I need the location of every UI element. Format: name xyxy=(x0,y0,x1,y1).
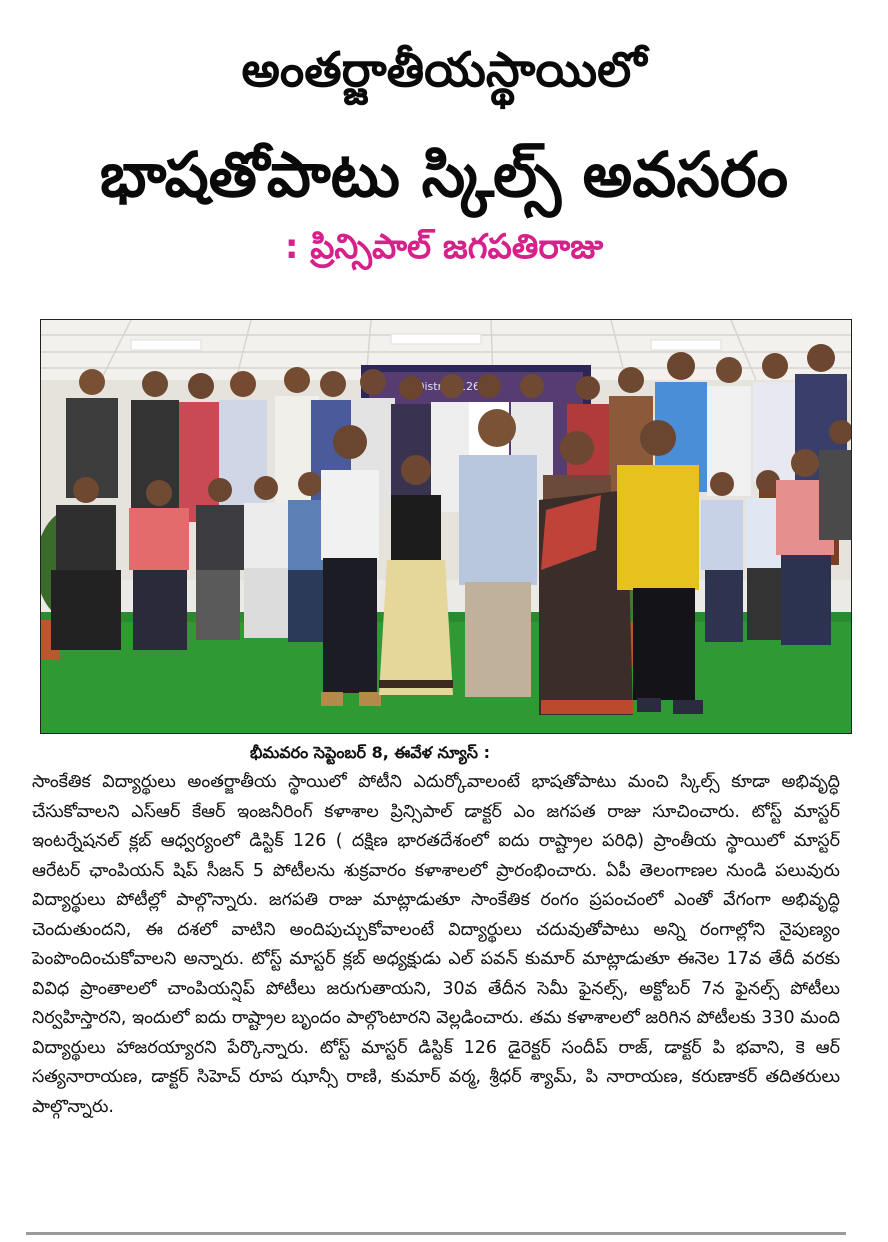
group-photo xyxy=(40,319,852,734)
headline-line-2: భాషతోపాటు స్కిల్స్ అవసరం xyxy=(99,138,789,211)
group-photo-illustration xyxy=(41,320,851,733)
banner-text: District 126 xyxy=(416,380,481,393)
subheadline: : ప్రిన్సిపాల్ జగపతిరాజు xyxy=(284,227,604,267)
headline-line-1: అంతర్జాతీయస్థాయిలో xyxy=(241,42,647,98)
dateline: భీమవరం సెప్టెంబర్ 8, ఈవేళ న్యూస్ : xyxy=(250,743,490,762)
bottom-divider xyxy=(26,1232,846,1235)
article-body: సాంకేతిక విద్యార్థులు అంతర్జాతీయ స్థాయిలో పోటీని ఎదుర్కోవాలంటే భాషతోపాటు మంచి స్కిల్స్ కూడా అభివృద్ధి చేసుకోవాలని ఎస్ఆర్ కేఆర్ ఇంజనీరింగ్ కళాశాల ప్రిన్సిపాల్ డాక్టర్ ఎం జగపత రాజు సూచించారు. టోస్ట్ మాస్టర్ ఇంటర్నేషనల్ క్లబ్ ఆధ్వర్యంలో డిస్టిక్ 126 ( దక్షిణ భారతదేశంలో ఐదు రాష్ట్రాల పరిధి) ప్రాంతీయ స్థాయిలో మాస్టర్ ఆరేటర్ ఛాంపియన్ షిప్ సీజన్ 5 పోటీలను శుక్రవారం కళాశాలలో ప్రారంభించారు. ఏపీ తెలంగాణల నుండి పలువురు విద్యార్థులు పోటీల్లో పాల్గొన్నారు. జగపతి రాజు మాట్లాడుతూ సాంకేతిక రంగం ప్రపంచంలో ఎంతో వేగంగా అభివృద్ధి చెందుతుందని, ఈ దశలో వాటిని అందిపుచ్చుకోవాలంటే విద్యార్థులు చదువుతోపాటు అన్ని రంగాల్లోని నైపుణ్యం పెంపొందించుకోవాలని అన్నారు. టోస్ట్ మాస్టర్ క్లబ్ అధ్యక్షుడు ఎల్ పవన్ కుమార్ మాట్లాడుతూ ఈనెల 17వ తేదీ వరకు వివిధ ప్రాంతాలలో చాంపియన్షిప్ పోటీలు జరుగుతాయని, 30వ తేదీన సెమీ ఫైనల్స్, అక్టోబర్ 7న ఫైనల్స్ పోటీలు నిర్వహిస్తారని, ఇందులో ఐదు రాష్ట్రాల బృందం పాల్గొంటారని వెల్లడించారు. తమ కళాశాలలో జరిగిన పోటీలకు 330 మంది విద్యార్థులు హాజరయ్యారని పేర్కొన్నారు. టోస్ట్ మాస్టర్ డిస్టిక్ 126 డైరెక్టర్ సందీప్ రాజ్, డాక్టర్ పి భవాని, కె ఆర్ సత్యనారాయణ, డాక్టర్ సిహెచ్ రూప ఝాన్సీ రాణి, కుమార్ వర్మ, శ్రీధర్ శ్యామ్, పి నారాయణ, కరుణాకర్ తదితరులు పాల్గొన్నారు. xyxy=(32,772,840,1117)
